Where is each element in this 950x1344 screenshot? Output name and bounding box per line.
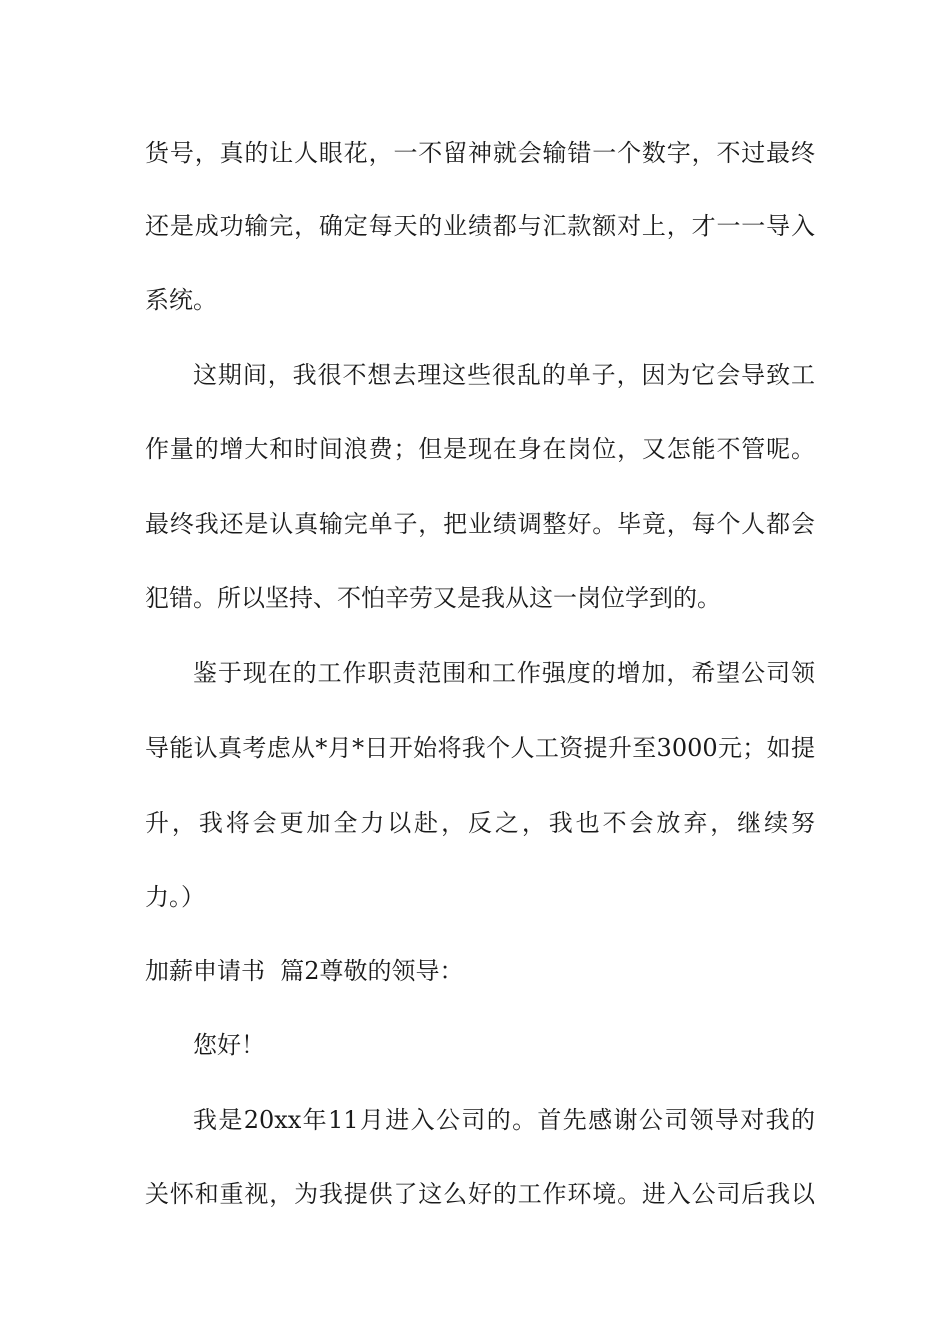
body-text-line: 最终我还是认真输完单子，把业绩调整好。毕竟，每个人都会: [145, 510, 815, 538]
paragraph-first-line: 鉴于现在的工作职责范围和工作强度的增加，希望公司领: [193, 659, 815, 687]
body-text-line: 力。）: [145, 883, 205, 911]
body-text-line: 系统。: [145, 286, 217, 314]
section-heading: 加薪申请书 篇2尊敬的领导：: [145, 957, 464, 985]
body-text-line: 货号，真的让人眼花，一不留神就会输错一个数字，不过最终: [145, 139, 815, 167]
body-text-line: 升，我将会更加全力以赴，反之，我也不会放弃，继续努: [145, 809, 815, 837]
body-text-line: 关怀和重视，为我提供了这么好的工作环境。进入公司后我以: [145, 1180, 815, 1208]
body-text-line: 还是成功输完，确定每天的业绩都与汇款额对上，才一一导入: [145, 212, 815, 240]
greeting: 您好！: [193, 1031, 265, 1059]
paragraph-first-line: 我是20xx年11月进入公司的。首先感谢公司领导对我的: [193, 1106, 815, 1134]
body-text-line: 导能认真考虑从*月*日开始将我个人工资提升至3000元；如提: [145, 734, 815, 762]
body-text-line: 作量的增大和时间浪费；但是现在身在岗位，又怎能不管呢。: [145, 435, 815, 463]
paragraph-first-line: 这期间，我很不想去理这些很乱的单子，因为它会导致工: [193, 361, 815, 389]
body-text-line: 犯错。所以坚持、不怕辛劳又是我从这一岗位学到的。: [145, 584, 721, 612]
